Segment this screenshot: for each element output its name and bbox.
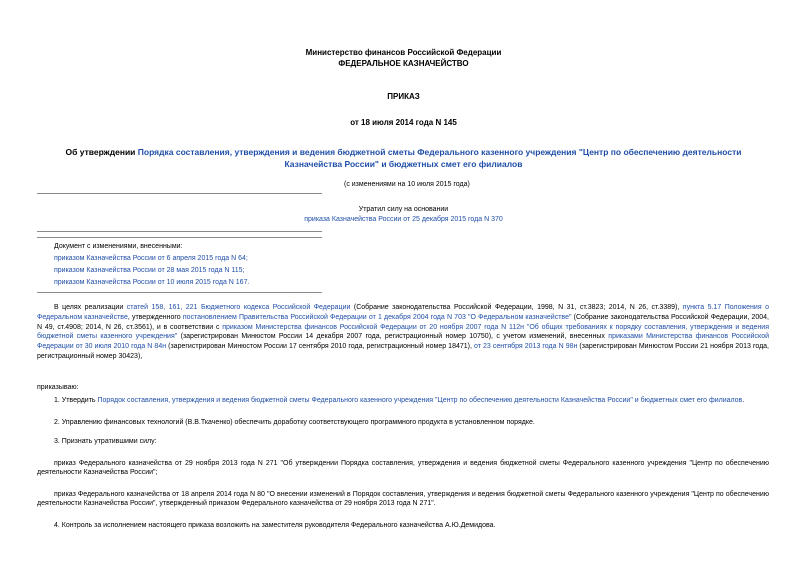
amend-note: (с изменениями на 10 июля 2015 года) (344, 181, 470, 188)
government-decree-link[interactable]: постановлением Правительства Российской Федерации от 1 декабря 2004 года N 703 "О Федеральном казначействе" (182, 313, 572, 321)
changes-item (54, 254, 248, 263)
lost-force-block (0, 215, 807, 224)
minfin-amend2-link[interactable]: от 23 сентября 2013 года N 98н (474, 343, 578, 351)
preamble-text: (зарегистрирован Минюстом России 14 декабря 2007 года, регистрационный номер 10750), с учетом изменений, внесенных (177, 333, 609, 341)
document-title (45, 146, 762, 170)
divider (37, 231, 322, 232)
preamble-text: (зарегистрирован Минюстом России 21 ноября 2013 года, регистрационный номер 30423), (37, 343, 769, 360)
minfin-order-link[interactable]: приказом Министерства финансов Российской Федерации от 20 ноября 2007 года N 112н "Об общих требованиях к порядку составления, утверждения и ведения бюджетной сметы казенного учреждения" (37, 323, 769, 341)
changes-item (54, 278, 249, 287)
procedure-link[interactable]: Порядок составления, утверждения и ведения бюджетной сметы Федерального казенного учреждения "Центр по обеспечению деятельности Казначейства России" и бюджетных смет его филиалов (97, 397, 743, 404)
preamble-text: , утвержденного (127, 313, 183, 321)
divider (37, 237, 322, 238)
preamble-text: (Собрание законодательства Российской Федерации, 2004, N 49, ст.4908; 2014, N 26, ст.3561), и в соответствии с (37, 313, 770, 331)
divider (37, 292, 322, 293)
preamble-text: В целях реализации (54, 304, 127, 311)
title-prefix: Об утверждении (65, 147, 138, 157)
doc-type: ПРИКАЗ (387, 92, 420, 101)
treasury-name: ФЕДЕРАЛЬНОЕ КАЗНАЧЕЙСТВО (338, 59, 469, 68)
order-item-3: 3. Признать утратившими силу: (54, 438, 157, 445)
budget-code-link[interactable]: статей 158, 161, 221 Бюджетного кодекса Российской Федерации (126, 304, 351, 311)
voided-order-2: приказ Федерального казначейства от 18 апреля 2014 года N 80 "О внесении изменений в Порядок составления, утверждения и ведения бюджетной сметы Федерального казенного учреждения "Центр по обеспечению деятельности Казначейства России", утвержденный приказом Федерального казначейства от 29 ноября 2013 года N 271". (37, 491, 769, 508)
change-link[interactable]: приказом Казначейства России от 6 апреля 2015 года N 64; (54, 255, 248, 262)
minfin-amend-link[interactable]: приказами Министерства финансов Российской Федерации от 30 июля 2010 года N 84н (37, 333, 769, 351)
order-item-4: 4. Контроль за исполнением настоящего приказа возложить на заместителя руководителя Федерального казначейства А.Ю.Демидова. (54, 522, 496, 529)
change-link[interactable]: приказом Казначейства России от 10 июля 2015 года N 167. (54, 279, 250, 286)
item-text: 1. Утвердить (54, 397, 98, 404)
order-item-1 (54, 396, 769, 405)
order-item-2: 2. Управлению финансовых технологий (В.В.Ткаченко) обеспечить доработку соответствующего программного продукта в установленном порядке. (54, 419, 535, 426)
ministry-name: Министерство финансов Российской Федерации (305, 48, 502, 57)
voided-order-1: приказ Федерального казначейства от 29 ноября 2013 года N 271 "Об утверждении Порядка составления, утверждения и ведения бюджетной сметы Федерального казенного учреждения "Центр по обеспечению деятельности Казначейства России"; (37, 460, 769, 477)
changes-item (54, 266, 245, 275)
divider (37, 193, 322, 194)
doc-date: от 18 июля 2014 года N 145 (350, 118, 457, 127)
change-link[interactable]: приказом Казначейства России от 28 мая 2015 года N 115; (54, 267, 245, 274)
treasury-regulation-link[interactable]: пункта 5.17 Положения о Федеральном казначействе (37, 304, 769, 321)
preamble-text: (Собрание законодательства Российской Федерации, 1998, N 31, ст.3823; 2014, N 26, ст.3389), (350, 304, 683, 311)
lost-force-link[interactable]: приказа Казначейства России от 25 декабря 2015 года N 370 (304, 216, 503, 223)
changes-heading: Документ с изменениями, внесенными: (54, 243, 183, 250)
item-text: . (742, 397, 745, 404)
title-link[interactable]: Порядка составления, утверждения и ведения бюджетной сметы Федерального казенного учреждения "Центр по обеспечению деятельности Казначейства России" и бюджетных смет его филиалов (137, 147, 742, 170)
lost-force-text: Утратил силу на основании (358, 206, 449, 213)
order-word: приказываю: (37, 384, 79, 391)
preamble-paragraph (37, 303, 769, 362)
preamble-text: (зарегистрирован Минюстом России 17 сентября 2010 года, регистрационный номер 18471), (166, 343, 474, 351)
